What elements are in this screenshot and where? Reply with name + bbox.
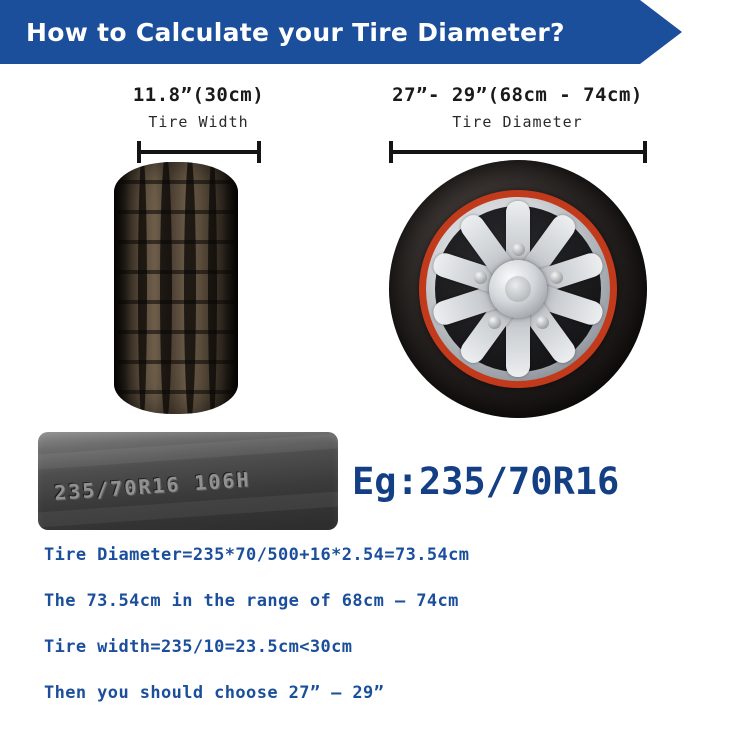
tire-diameter-measurement — [340, 84, 695, 161]
dimension-line-icon — [389, 150, 647, 154]
diagram-area — [0, 64, 750, 424]
header-banner — [0, 0, 640, 64]
tread-groove — [160, 162, 172, 414]
tread-sipe — [118, 240, 234, 244]
tire-diameter-value: 27”- 29”(68cm - 74cm) — [392, 84, 643, 106]
page-title: How to Calculate your Tire Diameter? — [26, 17, 565, 47]
tire-sidewall-photo — [38, 432, 338, 530]
tread-groove — [138, 162, 147, 414]
lug-nut — [488, 316, 501, 329]
formula-line: Tire width=235/10=23.5cm<30cm — [44, 637, 353, 657]
tread-sipe — [118, 390, 234, 394]
sidewall-highlight — [38, 433, 338, 470]
tire-tread-illustration — [114, 162, 238, 414]
sidewall-marking-text: 235/70R16 106H — [53, 467, 252, 505]
example-size-label: Eg:235/70R16 — [352, 460, 620, 503]
tread-groove — [184, 162, 196, 414]
tire-diameter-dimension-bar — [389, 141, 647, 161]
tread-edge-shadow — [114, 162, 130, 414]
lug-nut — [474, 271, 487, 284]
lug-nut — [536, 316, 549, 329]
lug-nut — [512, 243, 525, 256]
tread-groove — [208, 162, 217, 414]
tire-diameter-label: Tire Diameter — [452, 113, 583, 131]
tread-sipe — [118, 210, 234, 214]
tread-sipe — [118, 180, 234, 184]
formula-list — [44, 545, 734, 729]
formula-line: Then you should choose 27” – 29” — [44, 683, 385, 703]
tire-width-dimension-bar — [137, 141, 261, 161]
tire-width-label: Tire Width — [148, 113, 249, 131]
wheel-hub — [489, 260, 547, 318]
lug-nut — [550, 271, 563, 284]
dimension-line-icon — [137, 150, 261, 154]
tread-sipe — [118, 270, 234, 274]
tread-sipe — [118, 300, 234, 304]
wheel-illustration — [389, 160, 647, 418]
tire-width-measurement — [96, 84, 301, 161]
tread-edge-shadow — [222, 162, 238, 414]
formula-line: The 73.54cm in the range of 68cm – 74cm — [44, 591, 459, 611]
wheel-center-cap — [505, 276, 531, 302]
tire-width-value: 11.8”(30cm) — [132, 84, 265, 106]
dimension-cap-right-icon — [257, 141, 261, 163]
tread-sipe — [118, 330, 234, 334]
tread-sipe — [118, 360, 234, 364]
formula-line: Tire Diameter=235*70/500+16*2.54=73.54cm — [44, 545, 470, 565]
